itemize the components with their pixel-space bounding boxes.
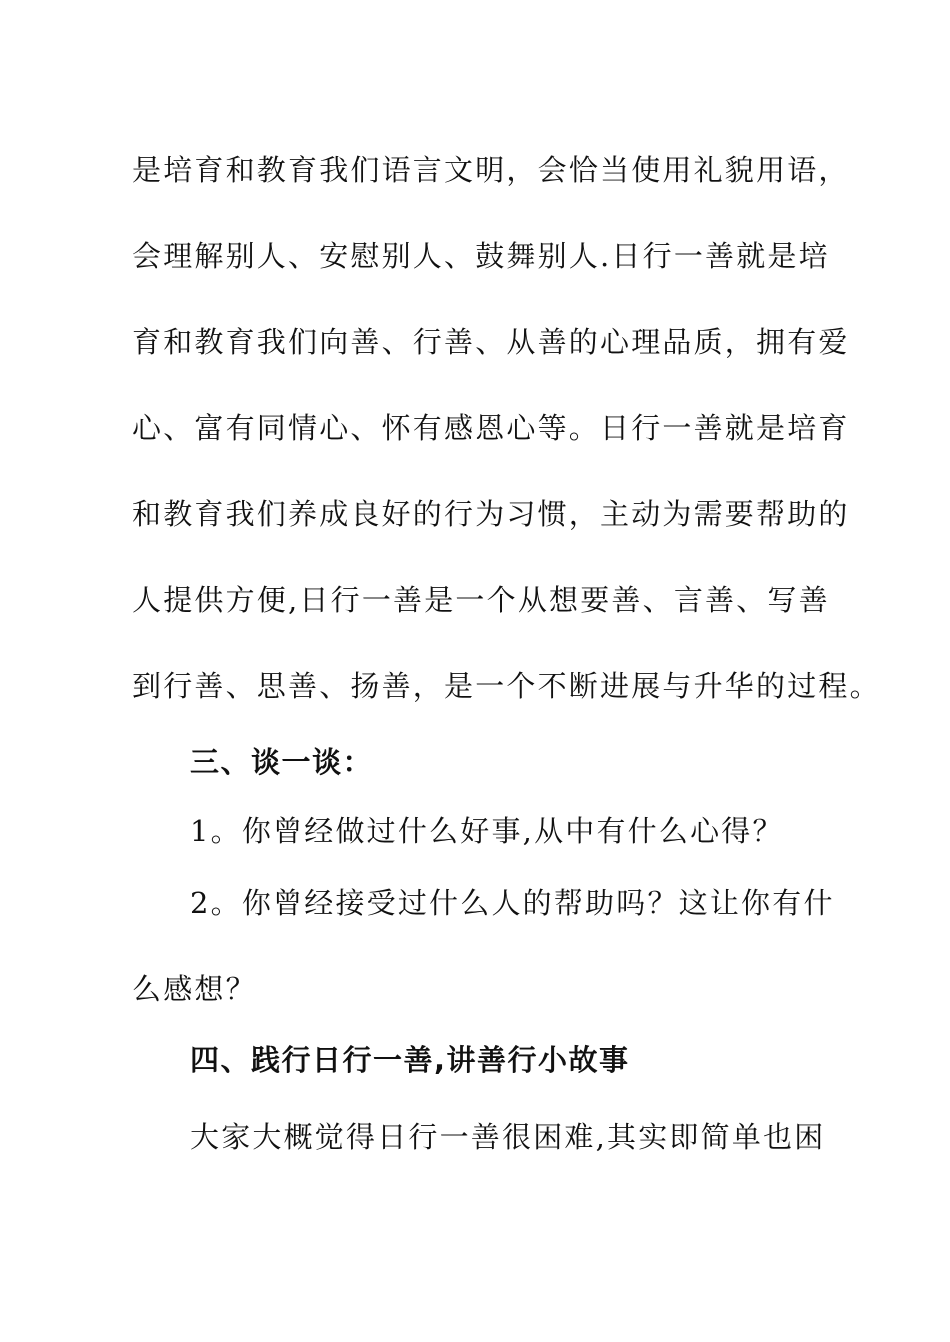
paragraph-line: 会理解别人、安慰别人、鼓舞别人.日行一善就是培	[132, 239, 830, 273]
paragraph-line: 大家大概觉得日行一善很困难,其实即简单也困	[190, 1120, 826, 1154]
question-2-line: 2。你曾经接受过什么人的帮助吗？这让你有什	[190, 886, 835, 920]
question-2-line: 么感想？	[132, 972, 257, 1006]
section-heading-3: 三、谈一谈：	[190, 745, 374, 779]
section-heading-4: 四、践行日行一善,讲善行小故事	[190, 1043, 630, 1077]
question-1: 1。你曾经做过什么好事,从中有什么心得？	[190, 814, 784, 848]
paragraph-line: 到行善、思善、扬善，是一个不断进展与升华的过程。	[132, 669, 881, 703]
paragraph-line: 人提供方便,日行一善是一个从想要善、言善、写善	[132, 583, 830, 617]
paragraph-line: 和教育我们养成良好的行为习惯，主动为需要帮助的	[132, 497, 850, 531]
paragraph-line: 心、富有同情心、怀有感恩心等。日行一善就是培育	[132, 411, 850, 445]
paragraph-line: 育和教育我们向善、行善、从善的心理品质，拥有爱	[132, 325, 850, 359]
paragraph-line: 是培育和教育我们语言文明，会恰当使用礼貌用语，	[132, 153, 850, 187]
